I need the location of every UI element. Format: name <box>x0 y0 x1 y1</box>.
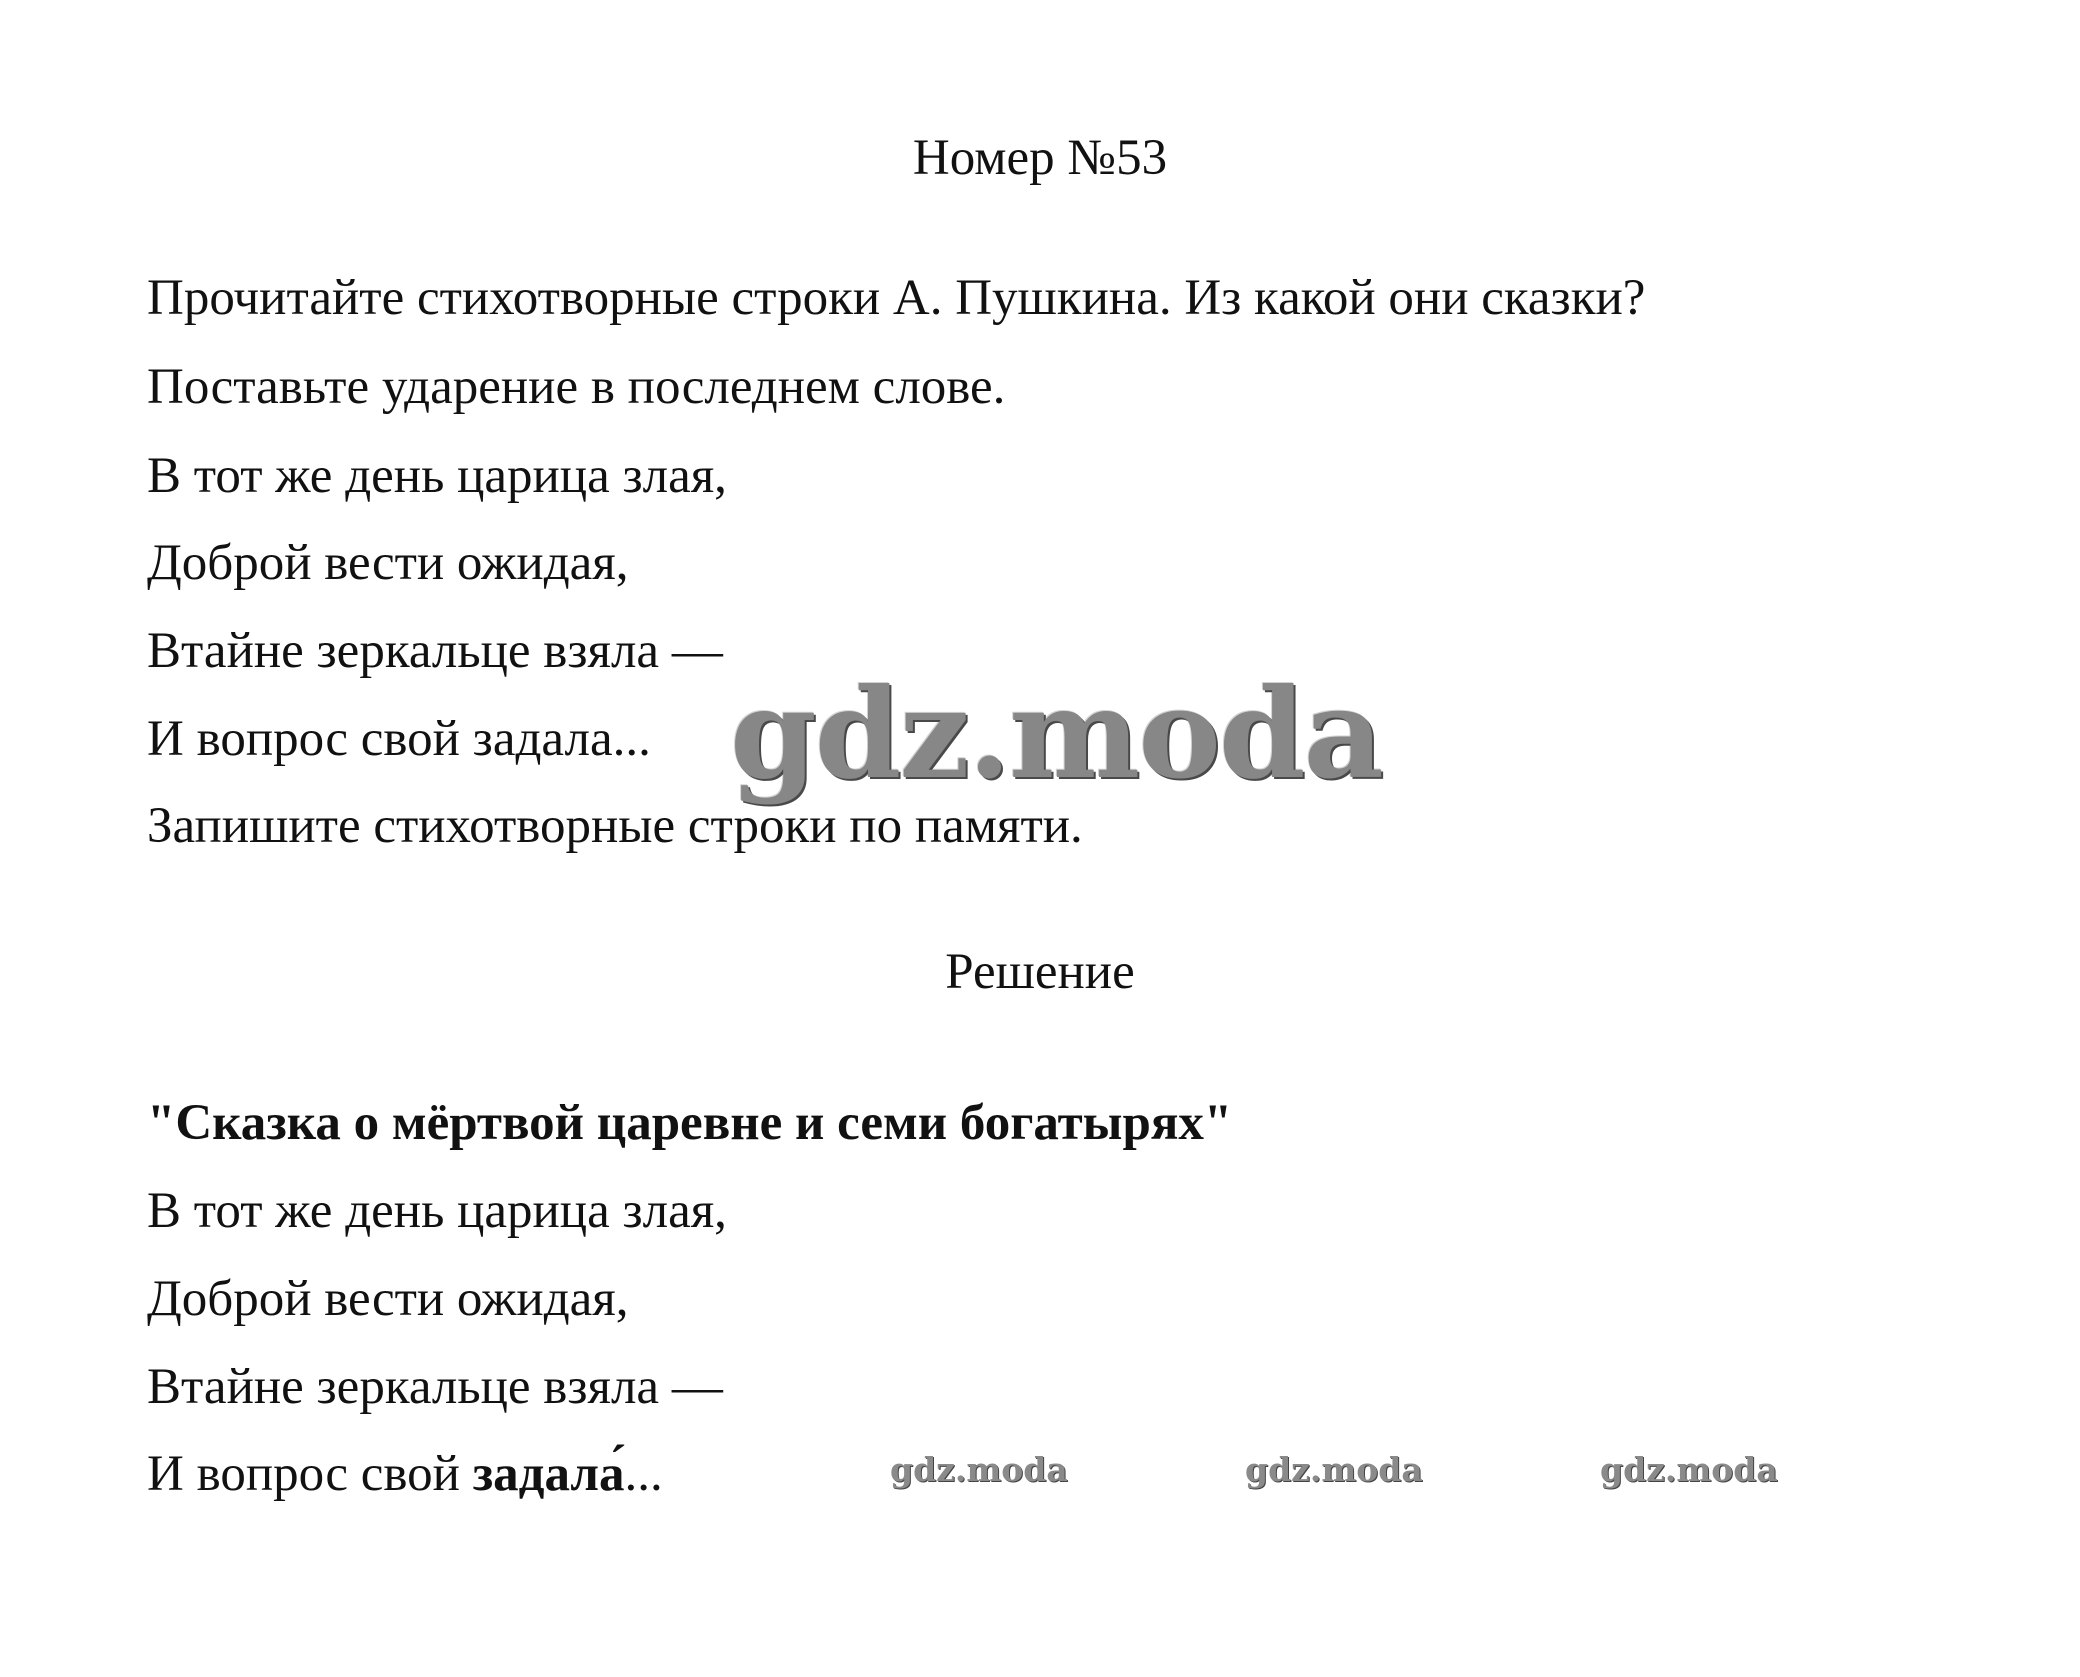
answer-poem-line: В тот же день царица злая, <box>147 1183 727 1239</box>
watermark-small: gdz.moda <box>1600 1450 1778 1489</box>
poem-line: В тот же день царица злая, <box>147 448 727 504</box>
poem-line: Доброй вести ожидая, <box>147 535 629 591</box>
task-line: Поставьте ударение в последнем слове. <box>147 359 1006 415</box>
answer-last-line <box>147 1444 663 1504</box>
watermark-small: gdz.moda <box>1245 1450 1423 1489</box>
solution-heading: Решение <box>945 944 1135 1000</box>
stressed-word: задала́ <box>472 1446 625 1502</box>
tale-title: "Сказка о мёртвой царевне и семи богатырях" <box>147 1095 1233 1151</box>
watermark-logo: gdz.moda <box>730 662 1382 807</box>
page-title: Номер №53 <box>912 130 1168 186</box>
poem-line: И вопрос свой задала... <box>147 711 651 767</box>
task-line: Прочитайте стихотворные строки А. Пушкина. Из какой они сказки? <box>147 270 1646 326</box>
answer-last-line-suffix: ... <box>624 1446 663 1502</box>
watermark-small: gdz.moda <box>890 1450 1068 1489</box>
poem-line: Втайне зеркальце взяла — <box>147 623 723 679</box>
answer-poem-line: Доброй вести ожидая, <box>147 1271 629 1327</box>
answer-last-line-prefix: И вопрос свой <box>147 1446 473 1502</box>
answer-poem-line: Втайне зеркальце взяла — <box>147 1359 723 1415</box>
task-line: Запишите стихотворные строки по памяти. <box>147 798 1083 854</box>
